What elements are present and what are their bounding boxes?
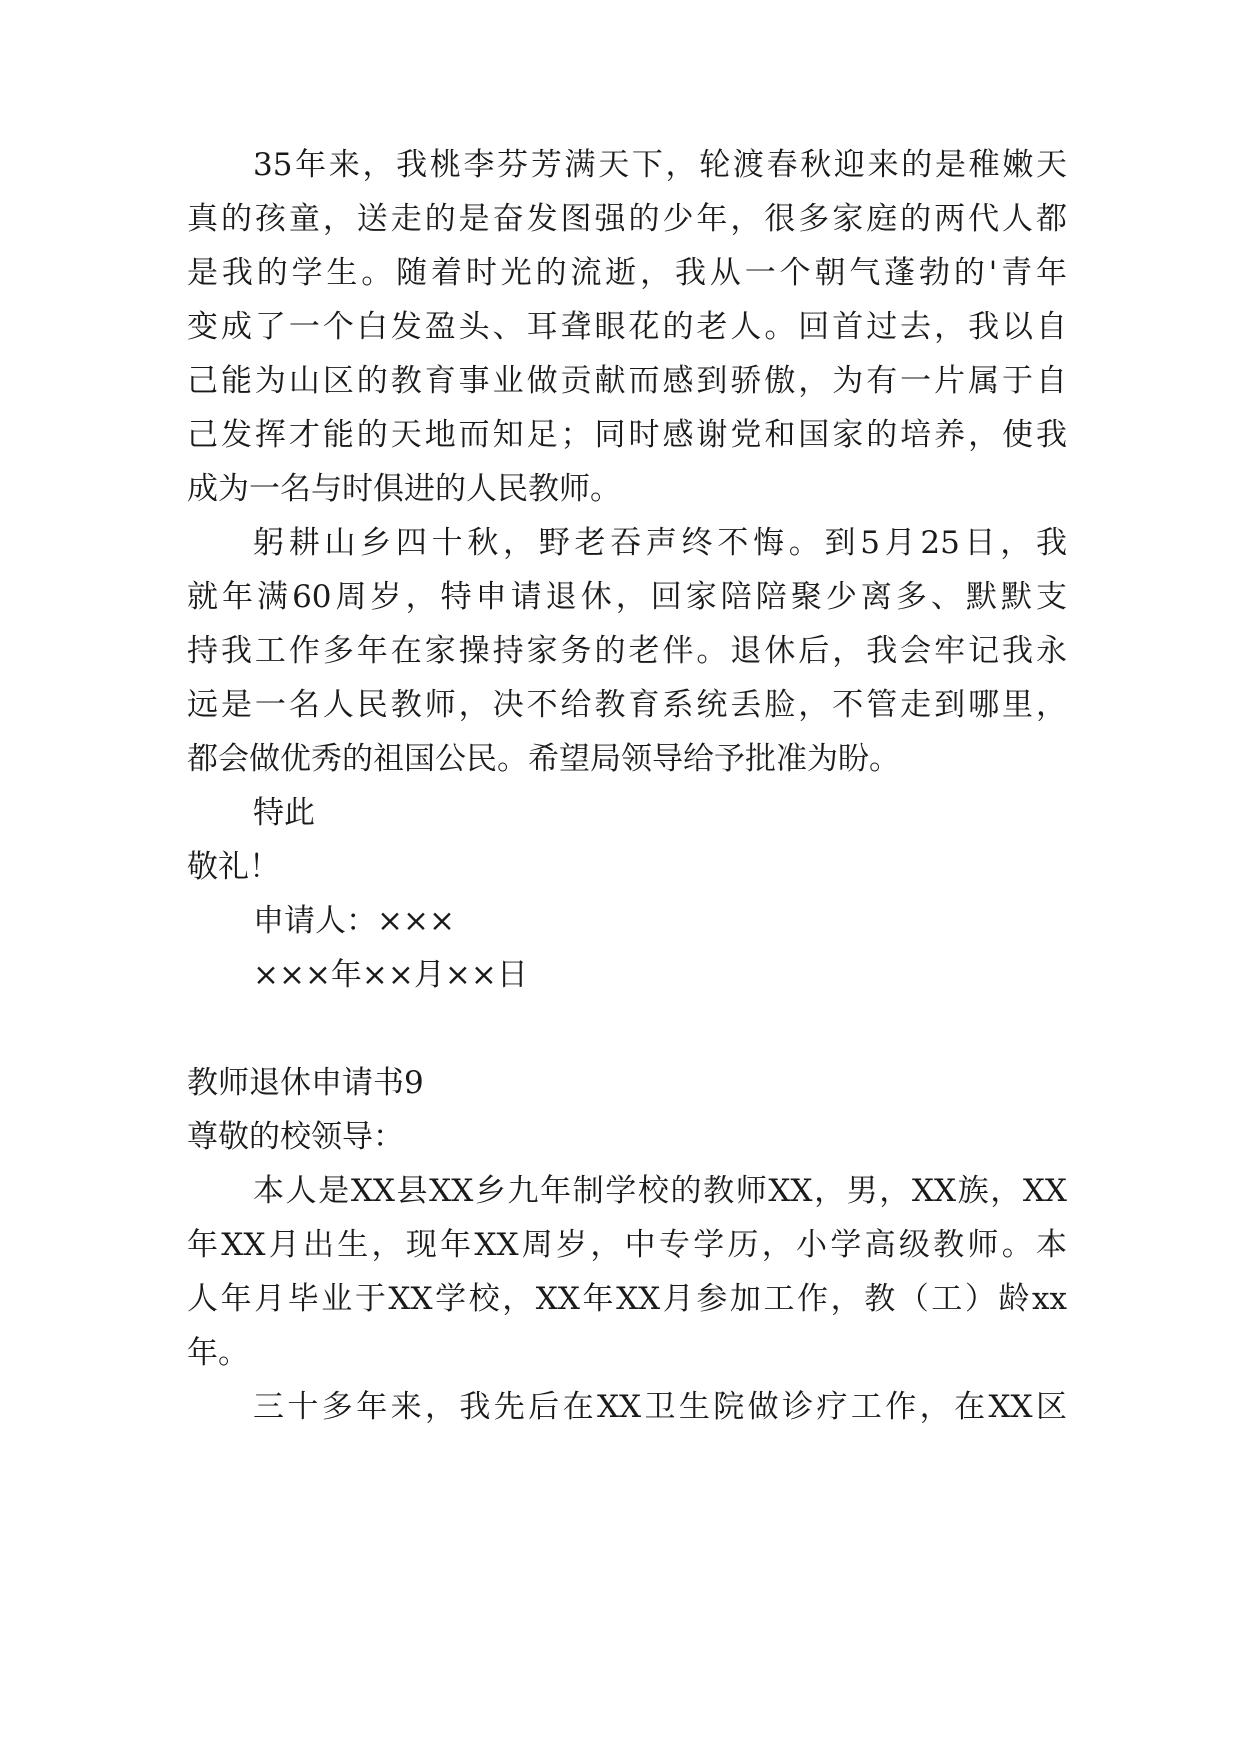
- section-title: 教师退休申请书9: [187, 1065, 424, 1101]
- paragraph-line: 变成了一个白发盈头、耳聋眼花的老人。回首过去，我以自: [187, 309, 1067, 345]
- paragraph-line: 是我的学生。随着时光的流逝，我从一个朝气蓬勃的'青年: [187, 255, 1067, 291]
- paragraph-line: 三十多年来，我先后在XX卫生院做诊疗工作，在XX区: [253, 1389, 1067, 1425]
- paragraph-line: 本人是XX县XX乡九年制学校的教师XX，男，XX族，XX: [253, 1173, 1067, 1209]
- paragraph-line: 年。: [187, 1335, 249, 1371]
- paragraph-line: 己发挥才能的天地而知足；同时感谢党和国家的培养，使我: [187, 417, 1067, 453]
- salutation: 敬礼！: [187, 849, 280, 885]
- paragraph-line: 远是一名人民教师，决不给教育系统丢脸，不管走到哪里，: [187, 687, 1067, 723]
- greeting: 尊敬的校领导：: [187, 1119, 404, 1155]
- signature-date: ×××年××月××日: [253, 957, 528, 993]
- paragraph-line: 35年来，我桃李芬芳满天下，轮渡春秋迎来的是稚嫩天: [253, 147, 1067, 183]
- paragraph-line: 己能为山区的教育事业做贡献而感到骄傲，为有一片属于自: [187, 363, 1067, 399]
- paragraph-line: 真的孩童，送走的是奋发图强的少年，很多家庭的两代人都: [187, 201, 1067, 237]
- closing-phrase: 特此: [253, 795, 315, 831]
- paragraph-line: 持我工作多年在家操持家务的老伴。退休后，我会牢记我永: [187, 633, 1067, 669]
- paragraph-line: 躬耕山乡四十秋，野老吞声终不悔。到5月25日，我: [253, 525, 1067, 561]
- paragraph-line: 就年满60周岁，特申请退休，回家陪陪聚少离多、默默支: [187, 579, 1067, 615]
- paragraph-line: 都会做优秀的祖国公民。希望局领导给予批准为盼。: [187, 741, 900, 777]
- paragraph-line: 年XX月出生，现年XX周岁，中专学历，小学高级教师。本: [187, 1227, 1067, 1263]
- paragraph-line: 人年月毕业于XX学校，XX年XX月参加工作，教（工）龄xx: [187, 1281, 1067, 1317]
- applicant-signature: 申请人：×××: [253, 903, 455, 939]
- paragraph-line: 成为一名与时俱进的人民教师。: [187, 471, 621, 507]
